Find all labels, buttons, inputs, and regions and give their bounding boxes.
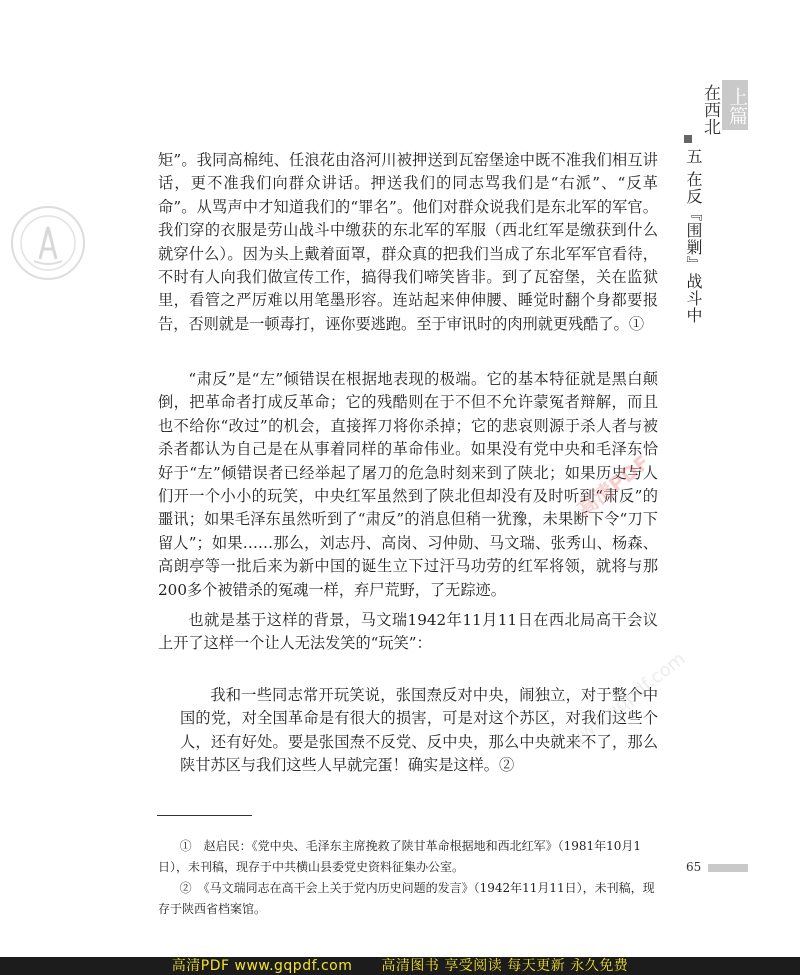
- library-seal-icon: [10, 205, 86, 281]
- footnote-divider: [157, 815, 252, 816]
- footnote-1: ① 赵启民：《党中央、毛泽东主席挽救了陕甘革命根据地和西北红军》（1981年10月1日），未刊稿，现存于中共横山县委党史资料征集办公室。: [158, 839, 642, 874]
- book-part-label: 上篇: [722, 80, 748, 130]
- paragraph-1: 矩”。我同高棉纯、任浪花由洛河川被押送到瓦窑堡途中既不准我们相互讲话，更不准我们向群众讲话。押送我们的同志骂我们是“右派”、“反革命”。从骂声中才知道我们的“罪名”。他们对群众说我们是东北军的军官。我们穿的衣服是劳山战斗中缴获的东北军的军服（西北红军是缴获到什么就穿什么）。因为头上戴着面罩，群众真的把我们当成了东北军军官看待，不时有人向我们做宣传工作，搞得我们啼笑皆非。到了瓦窑堡，关在监狱里，看管之严厉难以用笔墨形容。连站起来伸伸腰、睡觉时翻个身都要报告，否则就是一顿毒打，诬你要逃跑。至于审讯时的肉刑就更残酷了。①: [158, 151, 658, 333]
- watermark-url: www.gqpdf.com: [563, 648, 690, 753]
- page-number-bar: [708, 864, 748, 872]
- block-quote: 我和一些同志常开玩笑说，张国焘反对中央，闹独立，对于整个中国的党，对全国革命是有很大的损害，可是对这个苏区，对我们这些个人，还有好处。要是张国焘不反党、反中央，那么中央就来不了，那么陕甘苏区与我们这些人早就完蛋！确实是这样。②: [180, 686, 658, 775]
- watermark-stamp: 高清PDF: [572, 450, 655, 522]
- footnote-2: ② 《马文瑞同志在高干会上关于党内历史问题的发言》（1942年11月11日），未刊稿，现存于陕西省档案馆。: [158, 881, 655, 916]
- chapter-title: 五 在反『围剿』战斗中: [684, 148, 703, 325]
- section-marker: [684, 135, 692, 143]
- paragraph-3: 也就是基于这样的背景，马文瑞1942年11月11日在西北局高干会议上开了这样一个让人无法发笑的“玩笑”：: [158, 611, 658, 653]
- book-title-label: 在西北: [700, 84, 720, 135]
- footer-banner[interactable]: 高清PDF www.gqpdf.com 高清图书 享受阅读 每天更新 永久免费: [0, 957, 800, 975]
- page-number: 65: [686, 860, 702, 874]
- paragraph-2: “肃反”是“左”倾错误在根据地表现的极端。它的基本特征就是黑白颠倒，把革命者打成反革命；它的残酷则在于不但不允许蒙冤者辩解，而且也不给你“改过”的机会，直接挥刀将你杀掉；它的悲哀则源于杀人者与被杀者都认为自己是在从事着同样的革命伟业。如果没有党中央和毛泽东恰好于“左”倾错误者已经举起了屠刀的危急时刻来到了陕北；如果历史与人们开一个小小的玩笑，中央红军虽然到了陕北但却没有及时听到“肃反”的噩讯；如果毛泽东虽然听到了“肃反”的消息但稍一犹豫，未果断下令“刀下留人”；如果……那么，刘志丹、高岗、习仲勋、马文瑞、张秀山、杨森、高朗亭等一批后来为新中国的诞生立下过汗马功劳的红军将领，就将与那200多个被错杀的冤魂一样，弃尸荒野，了无踪迹。: [158, 370, 658, 599]
